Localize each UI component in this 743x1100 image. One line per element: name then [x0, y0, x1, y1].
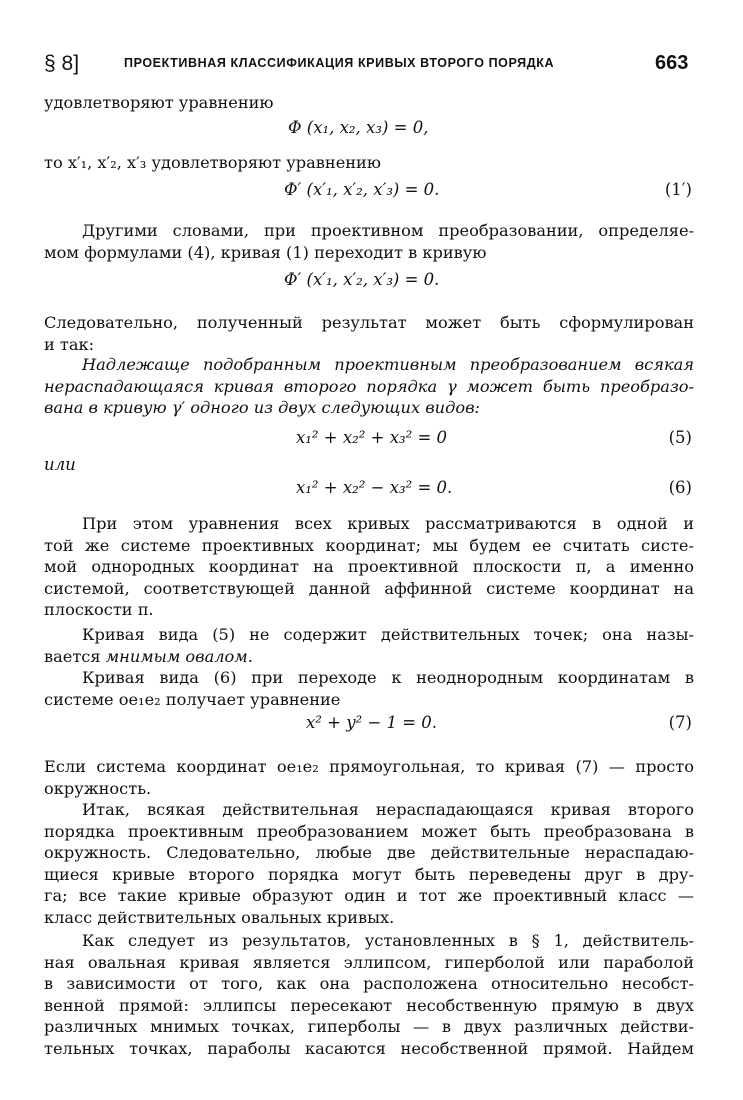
equation-formula: Φ′ (x′₁, x′₂, x′₃) = 0.: [284, 270, 440, 289]
equation-formula: x₁² + x₂² − x₃² = 0.: [296, 478, 453, 497]
equation-number: (5): [668, 428, 692, 447]
text-line: Если система координат oe₁e₂ прямоугольная, то кривая (7) — просто: [44, 757, 694, 776]
text-line: Другими словами, при проективном преобразовании, определяе-: [82, 221, 694, 240]
text-line: удовлетворяют уравнению: [44, 93, 274, 112]
text-line: вана в кривую γ′ одного из двух следующих видов:: [44, 398, 480, 417]
text-line: При этом уравнения всех кривых рассматриваются в одной и: [82, 514, 694, 533]
equation-5: [44, 428, 694, 452]
text-line: плоскости π.: [44, 600, 154, 619]
text-line: га; все такие кривые образуют один и тот же проективный класс —: [44, 886, 694, 905]
paragraph-5: [44, 513, 694, 621]
paragraph-7: [44, 667, 694, 710]
defined-term: мнимым овалом: [105, 646, 248, 666]
equation-6: [44, 478, 694, 502]
text-line: системе oe₁e₂ получает уравнение: [44, 689, 341, 709]
paragraph-10: [44, 930, 694, 1059]
text-line: венной прямой: эллипсы пересекают несобственную прямую в двух: [44, 995, 694, 1015]
text-line: той же системе проективных координат; мы будем ее считать систе-: [44, 535, 694, 555]
equation-number: (7): [668, 713, 692, 732]
running-title: ПРОЕКТИВНАЯ КЛАССИФИКАЦИЯ КРИВЫХ ВТОРОГО ПОРЯДКА: [124, 56, 555, 70]
text-line: в зависимости от того, как она расположена относительно несобст-: [44, 974, 694, 993]
paragraph-9: [44, 799, 694, 928]
text-line: окружность.: [44, 778, 152, 798]
text-line: Кривая вида (5) не содержит действительных точек; она назы-: [82, 625, 694, 644]
equation-formula: x² + y² − 1 = 0.: [306, 713, 438, 732]
text-line: нераспадающаяся кривая второго порядка γ может быть преобразо-: [44, 376, 694, 396]
text-fragment: .: [247, 646, 253, 666]
text-line: [44, 646, 694, 668]
paragraph-8: [44, 756, 694, 799]
text-line: мом формулами (4), кривая (1) переходит в кривую: [44, 242, 487, 262]
text-line: и так:: [44, 334, 95, 354]
paragraph-6: [44, 624, 694, 667]
text-line: мой однородных координат на проективной плоскости π, а именно: [44, 557, 694, 576]
equation-7: [44, 713, 694, 737]
text-line: Следовательно, полученный результат может быть сформулирован: [44, 313, 694, 332]
text-line: порядка проективным преобразованием может быть преобразована в: [44, 821, 694, 841]
paragraph-3: [44, 220, 694, 263]
equation-phi: [44, 118, 694, 142]
equation-number: (6): [668, 478, 692, 497]
text-line: Кривая вида (6) при переходе к неоднородным координатам в: [82, 668, 694, 687]
equation-1-prime: [44, 180, 694, 204]
text-fragment: вается: [44, 646, 106, 666]
text-line: тельных точках, параболы касаются несобственной прямой. Найдем: [44, 1038, 694, 1058]
theorem-statement: [44, 354, 694, 419]
text-line: класс действительных овальных кривых.: [44, 907, 395, 927]
text-line: Надлежаще подобранным проективным преобразованием всякая: [82, 355, 694, 374]
paragraph-4: [44, 312, 694, 355]
equation-formula: Φ′ (x′₁, x′₂, x′₃) = 0.: [284, 180, 440, 199]
equation-formula: x₁² + x₂² + x₃² = 0: [296, 428, 448, 447]
text-line: то x′₁, x′₂, x′₃ удовлетворяют уравнению: [44, 153, 381, 172]
text-line: ная овальная кривая является эллипсом, гиперболой или параболой: [44, 952, 694, 972]
text-line: системой, соответствующей данной аффинной системе координат на: [44, 578, 694, 598]
or-word: или: [44, 455, 76, 474]
text-line: щиеся кривые второго порядка могут быть переведены друг в дру-: [44, 864, 694, 884]
text-line: Как следует из результатов, установленных в § 1, действитель-: [82, 931, 694, 950]
text-line: окружность. Следовательно, любые две действительные нераспадаю-: [44, 843, 694, 862]
section-marker: § 8]: [44, 52, 80, 75]
equation-number: (1′): [664, 180, 692, 199]
text-line: различных мнимых точках, гиперболы — в двух различных действи-: [44, 1017, 694, 1036]
equation-formula: Φ (x₁, x₂, x₃) = 0,: [288, 118, 429, 137]
text-line: Итак, всякая действительная нераспадающаяся кривая второго: [82, 800, 694, 819]
page-number: 663: [655, 52, 689, 74]
paragraph-1: [44, 92, 694, 114]
paragraph-2: [44, 152, 694, 174]
equation-curve: [44, 270, 694, 294]
